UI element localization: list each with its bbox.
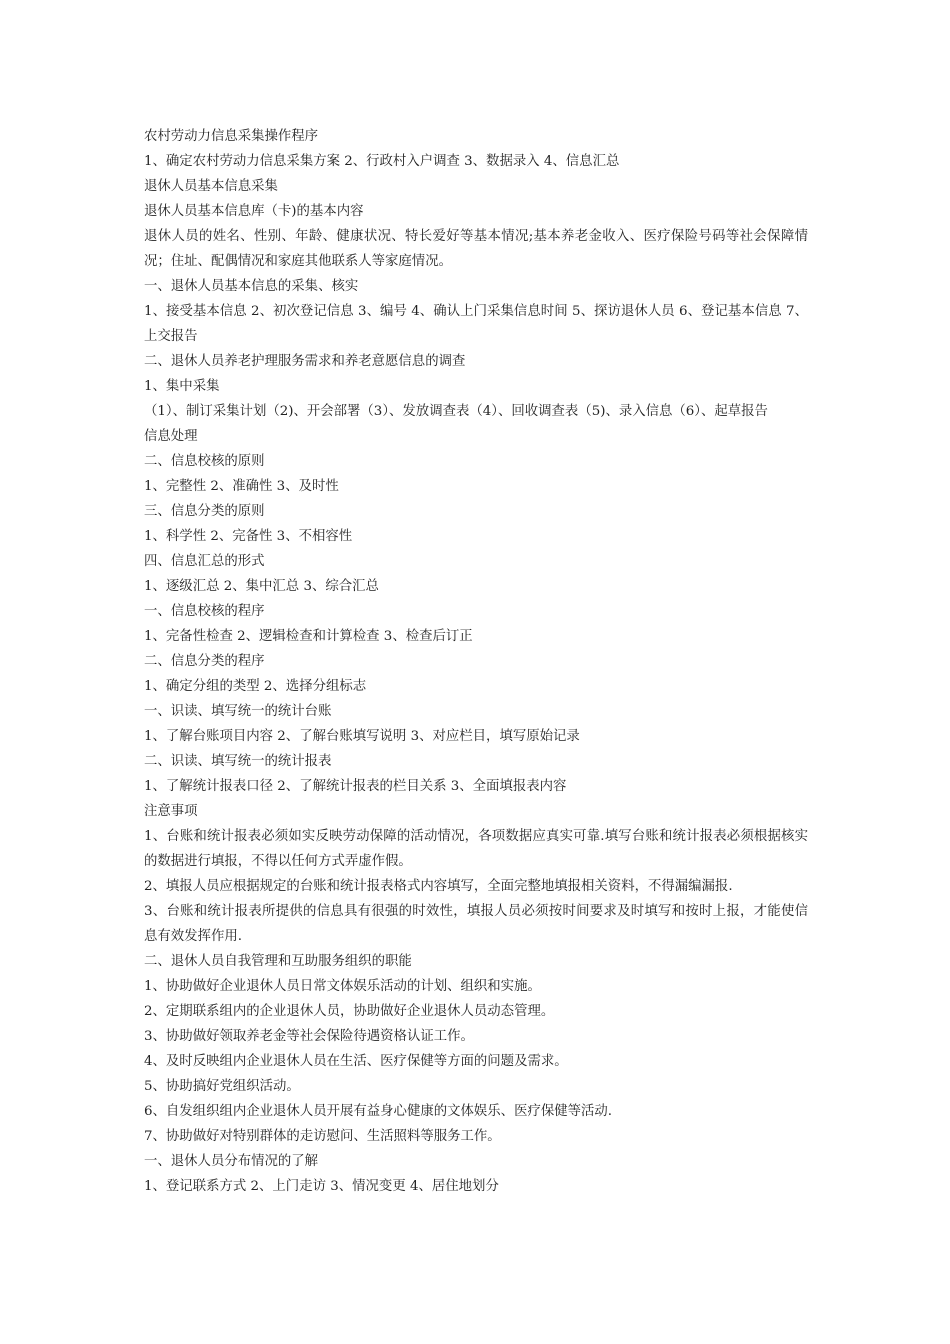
- list-item: 1、协助做好企业退休人员日常文体娱乐活动的计划、组织和实施。: [144, 979, 541, 994]
- paragraph: 退休人员的姓名、性别、年龄、健康状况、特长爱好等基本情况;基本养老金收入、医疗保险号码等社会保障情况；住址、配偶情况和家庭其他联系人等家庭情况。: [144, 229, 808, 269]
- text-line: 1、确定分组的类型 2、选择分组标志: [144, 679, 367, 694]
- list-item: 5、协助搞好党组织活动。: [144, 1079, 300, 1094]
- text-line: 1、了解统计报表口径 2、了解统计报表的栏目关系 3、全面填报表内容: [144, 779, 567, 794]
- section-heading: 二、退休人员养老护理服务需求和养老意愿信息的调查: [144, 354, 466, 369]
- text-line: 1、完整性 2、准确性 3、及时性: [144, 479, 339, 494]
- section-heading: 二、信息校核的原则: [144, 454, 265, 469]
- section-heading: 二、退休人员自我管理和互助服务组织的职能: [144, 954, 412, 969]
- section-heading: 二、信息分类的程序: [144, 654, 265, 669]
- paragraph: 3、台账和统计报表所提供的信息具有很强的时效性，填报人员必须按时间要求及时填写和按时上报，才能使信息有效发挥作用.: [144, 904, 808, 944]
- text-line: 1、科学性 2、完备性 3、不相容性: [144, 529, 353, 544]
- list-item: 7、协助做好对特别群体的走访慰问、生活照料等服务工作。: [144, 1129, 501, 1144]
- paragraph: 1、接受基本信息 2、初次登记信息 3、编号 4、确认上门采集信息时间 5、探访退休人员 6、登记基本信息 7、上交报告: [144, 304, 808, 344]
- text-line: 1、完备性检查 2、逻辑检查和计算检查 3、检查后订正: [144, 629, 473, 644]
- section-heading: 一、退休人员分布情况的了解: [144, 1154, 319, 1169]
- text-line: 1、确定农村劳动力信息采集方案 2、行政村入户调查 3、数据录入 4、信息汇总: [144, 154, 620, 169]
- section-heading: 三、信息分类的原则: [144, 504, 265, 519]
- list-item: 3、协助做好领取养老金等社会保险待遇资格认证工作。: [144, 1029, 474, 1044]
- section-heading: 一、识读、填写统一的统计台账: [144, 704, 332, 719]
- paragraph: （1）、制订采集计划（2)、开会部署（3）、发放调查表（4）、回收调查表（5)、录入信息（6）、起草报告: [144, 404, 768, 419]
- section-heading: 一、退休人员基本信息的采集、核实: [144, 279, 359, 294]
- section-heading: 信息处理: [144, 429, 198, 444]
- section-heading: 四、信息汇总的形式: [144, 554, 265, 569]
- list-item: 6、自发组织组内企业退休人员开展有益身心健康的文体娱乐、医疗保健等活动.: [144, 1104, 613, 1119]
- section-heading: 一、信息校核的程序: [144, 604, 265, 619]
- text-line: 1、了解台账项目内容 2、了解台账填写说明 3、对应栏目，填写原始记录: [144, 729, 580, 744]
- paragraph: 1、台账和统计报表必须如实反映劳动保障的活动情况，各项数据应真实可靠.填写台账和统计报表必须根据核实的数据进行填报，不得以任何方式弄虚作假。: [144, 829, 808, 869]
- list-item: 4、及时反映组内企业退休人员在生活、医疗保健等方面的问题及需求。: [144, 1054, 568, 1069]
- document-body: [144, 124, 808, 1199]
- section-heading: 退休人员基本信息采集: [144, 179, 278, 194]
- doc-title: 农村劳动力信息采集操作程序: [144, 129, 319, 144]
- section-heading: 二、识读、填写统一的统计报表: [144, 754, 332, 769]
- section-heading: 退休人员基本信息库（卡)的基本内容: [144, 204, 364, 219]
- text-line: 1、集中采集: [144, 379, 220, 394]
- list-item: 2、定期联系组内的企业退休人员，协助做好企业退休人员动态管理。: [144, 1004, 555, 1019]
- text-line: 1、逐级汇总 2、集中汇总 3、综合汇总: [144, 579, 379, 594]
- text-line: 1、登记联系方式 2、上门走访 3、情况变更 4、居住地划分: [144, 1179, 499, 1194]
- section-heading: 注意事项: [144, 804, 198, 819]
- paragraph: 2、填报人员应根据规定的台账和统计报表格式内容填写，全面完整地填报相关资料，不得漏编漏报.: [144, 879, 733, 894]
